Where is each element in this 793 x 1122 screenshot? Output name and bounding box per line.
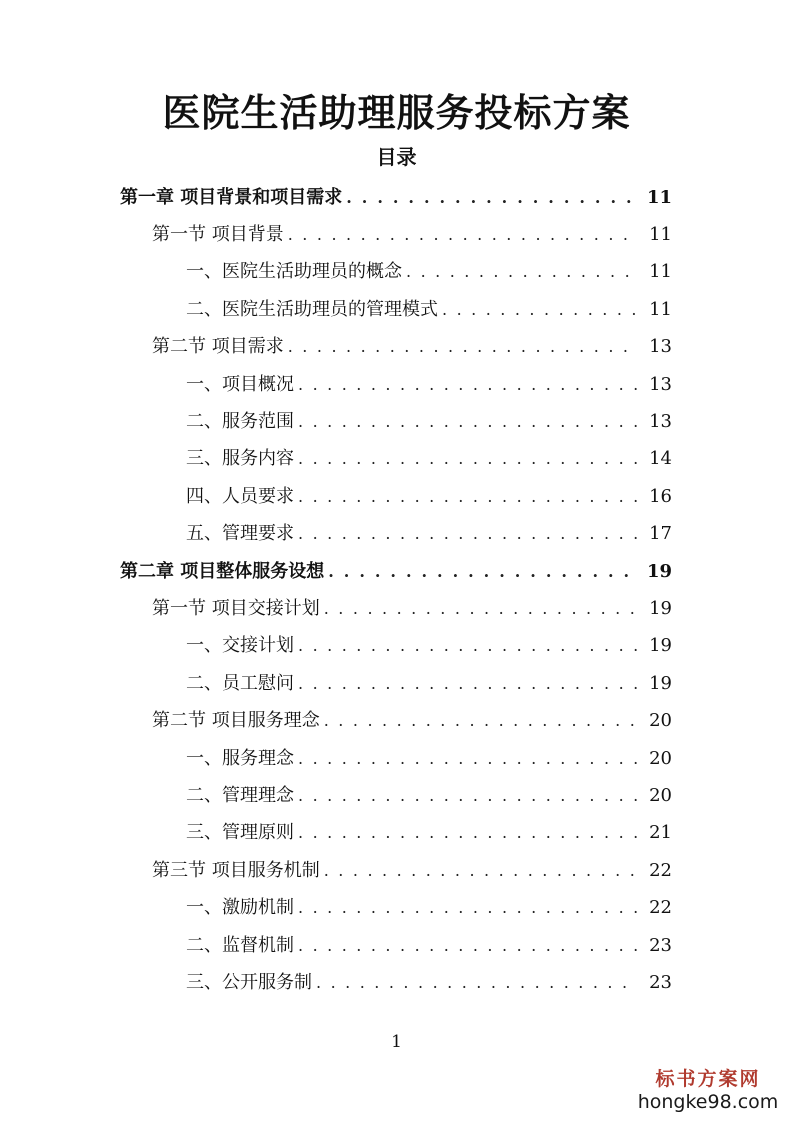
toc-dot-leader xyxy=(298,672,638,696)
toc-entry-label: 一、项目概况 xyxy=(186,373,294,395)
toc-dot-leader xyxy=(324,597,638,621)
toc-entry-page: 22 xyxy=(649,897,672,919)
toc-entry[interactable] xyxy=(0,964,793,1001)
toc-entry-page: 19 xyxy=(649,635,672,657)
toc-entry-label: 三、管理原则 xyxy=(186,822,294,844)
toc-entry-label: 三、服务内容 xyxy=(186,448,294,470)
toc-entry-label: 第三节 项目服务机制 xyxy=(152,859,320,881)
toc-entry[interactable] xyxy=(0,777,793,814)
toc-entry-page: 11 xyxy=(649,261,672,283)
toc-entry-label: 二、员工慰问 xyxy=(186,672,294,694)
toc-entry-label: 第一章 项目背景和项目需求 xyxy=(120,186,343,208)
toc-entry[interactable] xyxy=(0,216,793,253)
toc-dot-leader xyxy=(442,298,638,322)
toc-dot-leader xyxy=(298,934,638,958)
toc-entry-page: 20 xyxy=(649,747,672,769)
toc-entry[interactable] xyxy=(0,553,793,590)
toc-entry[interactable] xyxy=(0,329,793,366)
toc-dot-leader xyxy=(298,634,638,658)
toc-dot-leader xyxy=(298,485,638,509)
toc-dot-leader xyxy=(346,186,638,210)
toc-dot-leader xyxy=(298,447,638,471)
toc-dot-leader xyxy=(298,896,638,920)
toc-entry-label: 五、管理要求 xyxy=(186,523,294,545)
toc-dot-leader xyxy=(298,747,638,771)
toc-entry-page: 21 xyxy=(649,822,672,844)
toc-entry-page: 17 xyxy=(649,523,672,545)
toc-dot-leader xyxy=(298,373,638,397)
toc-entry[interactable] xyxy=(0,478,793,515)
toc-entry-page: 20 xyxy=(649,784,672,806)
watermark-logo xyxy=(633,1068,783,1114)
toc-entry[interactable] xyxy=(0,366,793,403)
toc-dot-leader xyxy=(288,223,638,247)
toc-entry-label: 二、医院生活助理员的管理模式 xyxy=(186,298,438,320)
table-of-contents xyxy=(0,179,793,1002)
toc-entry-page: 19 xyxy=(649,672,672,694)
toc-entry-label: 第一节 项目交接计划 xyxy=(152,597,320,619)
toc-entry[interactable] xyxy=(0,815,793,852)
toc-entry-page: 23 xyxy=(649,971,672,993)
toc-entry[interactable] xyxy=(0,441,793,478)
toc-dot-leader xyxy=(288,335,638,359)
toc-entry-label: 二、监督机制 xyxy=(186,934,294,956)
page-title: 医院生活助理服务投标方案 xyxy=(162,90,631,135)
toc-dot-leader xyxy=(406,260,638,284)
toc-entry-page: 13 xyxy=(649,411,672,433)
toc-entry-page: 19 xyxy=(646,560,672,582)
toc-entry[interactable] xyxy=(0,927,793,964)
toc-dot-leader xyxy=(298,821,638,845)
toc-entry-label: 一、交接计划 xyxy=(186,635,294,657)
toc-entry[interactable] xyxy=(0,590,793,627)
toc-entry[interactable] xyxy=(0,516,793,553)
toc-entry-page: 13 xyxy=(649,336,672,358)
toc-entry[interactable] xyxy=(0,702,793,739)
toc-entry[interactable] xyxy=(0,403,793,440)
toc-entry-label: 二、服务范围 xyxy=(186,411,294,433)
toc-dot-leader xyxy=(298,784,638,808)
toc-entry-page: 23 xyxy=(649,934,672,956)
toc-dot-leader xyxy=(298,522,638,546)
toc-entry[interactable] xyxy=(0,852,793,889)
toc-dot-leader xyxy=(324,859,638,883)
page-number: 1 xyxy=(391,1032,402,1052)
toc-entry-label: 一、医院生活助理员的概念 xyxy=(186,261,402,283)
toc-entry[interactable] xyxy=(0,889,793,926)
toc-entry-label: 一、服务理念 xyxy=(186,747,294,769)
toc-entry-page: 14 xyxy=(649,448,672,470)
toc-entry-page: 22 xyxy=(649,859,672,881)
toc-entry-label: 第二节 项目服务理念 xyxy=(152,710,320,732)
toc-entry-label: 三、公开服务制 xyxy=(186,971,312,993)
toc-dot-leader xyxy=(328,560,638,584)
toc-entry-label: 第二章 项目整体服务设想 xyxy=(120,560,325,582)
toc-entry[interactable] xyxy=(0,179,793,216)
watermark-site-url: hongke98.com xyxy=(637,1091,779,1113)
toc-entry-page: 13 xyxy=(649,373,672,395)
toc-entry-page: 19 xyxy=(649,597,672,619)
toc-dot-leader xyxy=(298,410,638,434)
toc-entry-label: 第二节 项目需求 xyxy=(152,336,284,358)
toc-entry-label: 一、激励机制 xyxy=(186,897,294,919)
toc-entry-label: 四、人员要求 xyxy=(186,485,294,507)
toc-entry[interactable] xyxy=(0,665,793,702)
toc-entry-page: 11 xyxy=(646,186,672,208)
toc-entry-label: 第一节 项目背景 xyxy=(152,224,284,246)
toc-entry-page: 20 xyxy=(649,710,672,732)
toc-dot-leader xyxy=(316,971,638,995)
toc-entry-page: 11 xyxy=(649,224,672,246)
toc-entry-label: 二、管理理念 xyxy=(186,784,294,806)
toc-entry-page: 16 xyxy=(649,485,672,507)
watermark-site-name: 标书方案网 xyxy=(655,1068,761,1090)
toc-entry[interactable] xyxy=(0,628,793,665)
toc-dot-leader xyxy=(324,709,638,733)
toc-heading: 目录 xyxy=(376,145,417,169)
toc-entry[interactable] xyxy=(0,291,793,328)
toc-entry[interactable] xyxy=(0,740,793,777)
toc-entry[interactable] xyxy=(0,254,793,291)
toc-entry-page: 11 xyxy=(649,298,672,320)
